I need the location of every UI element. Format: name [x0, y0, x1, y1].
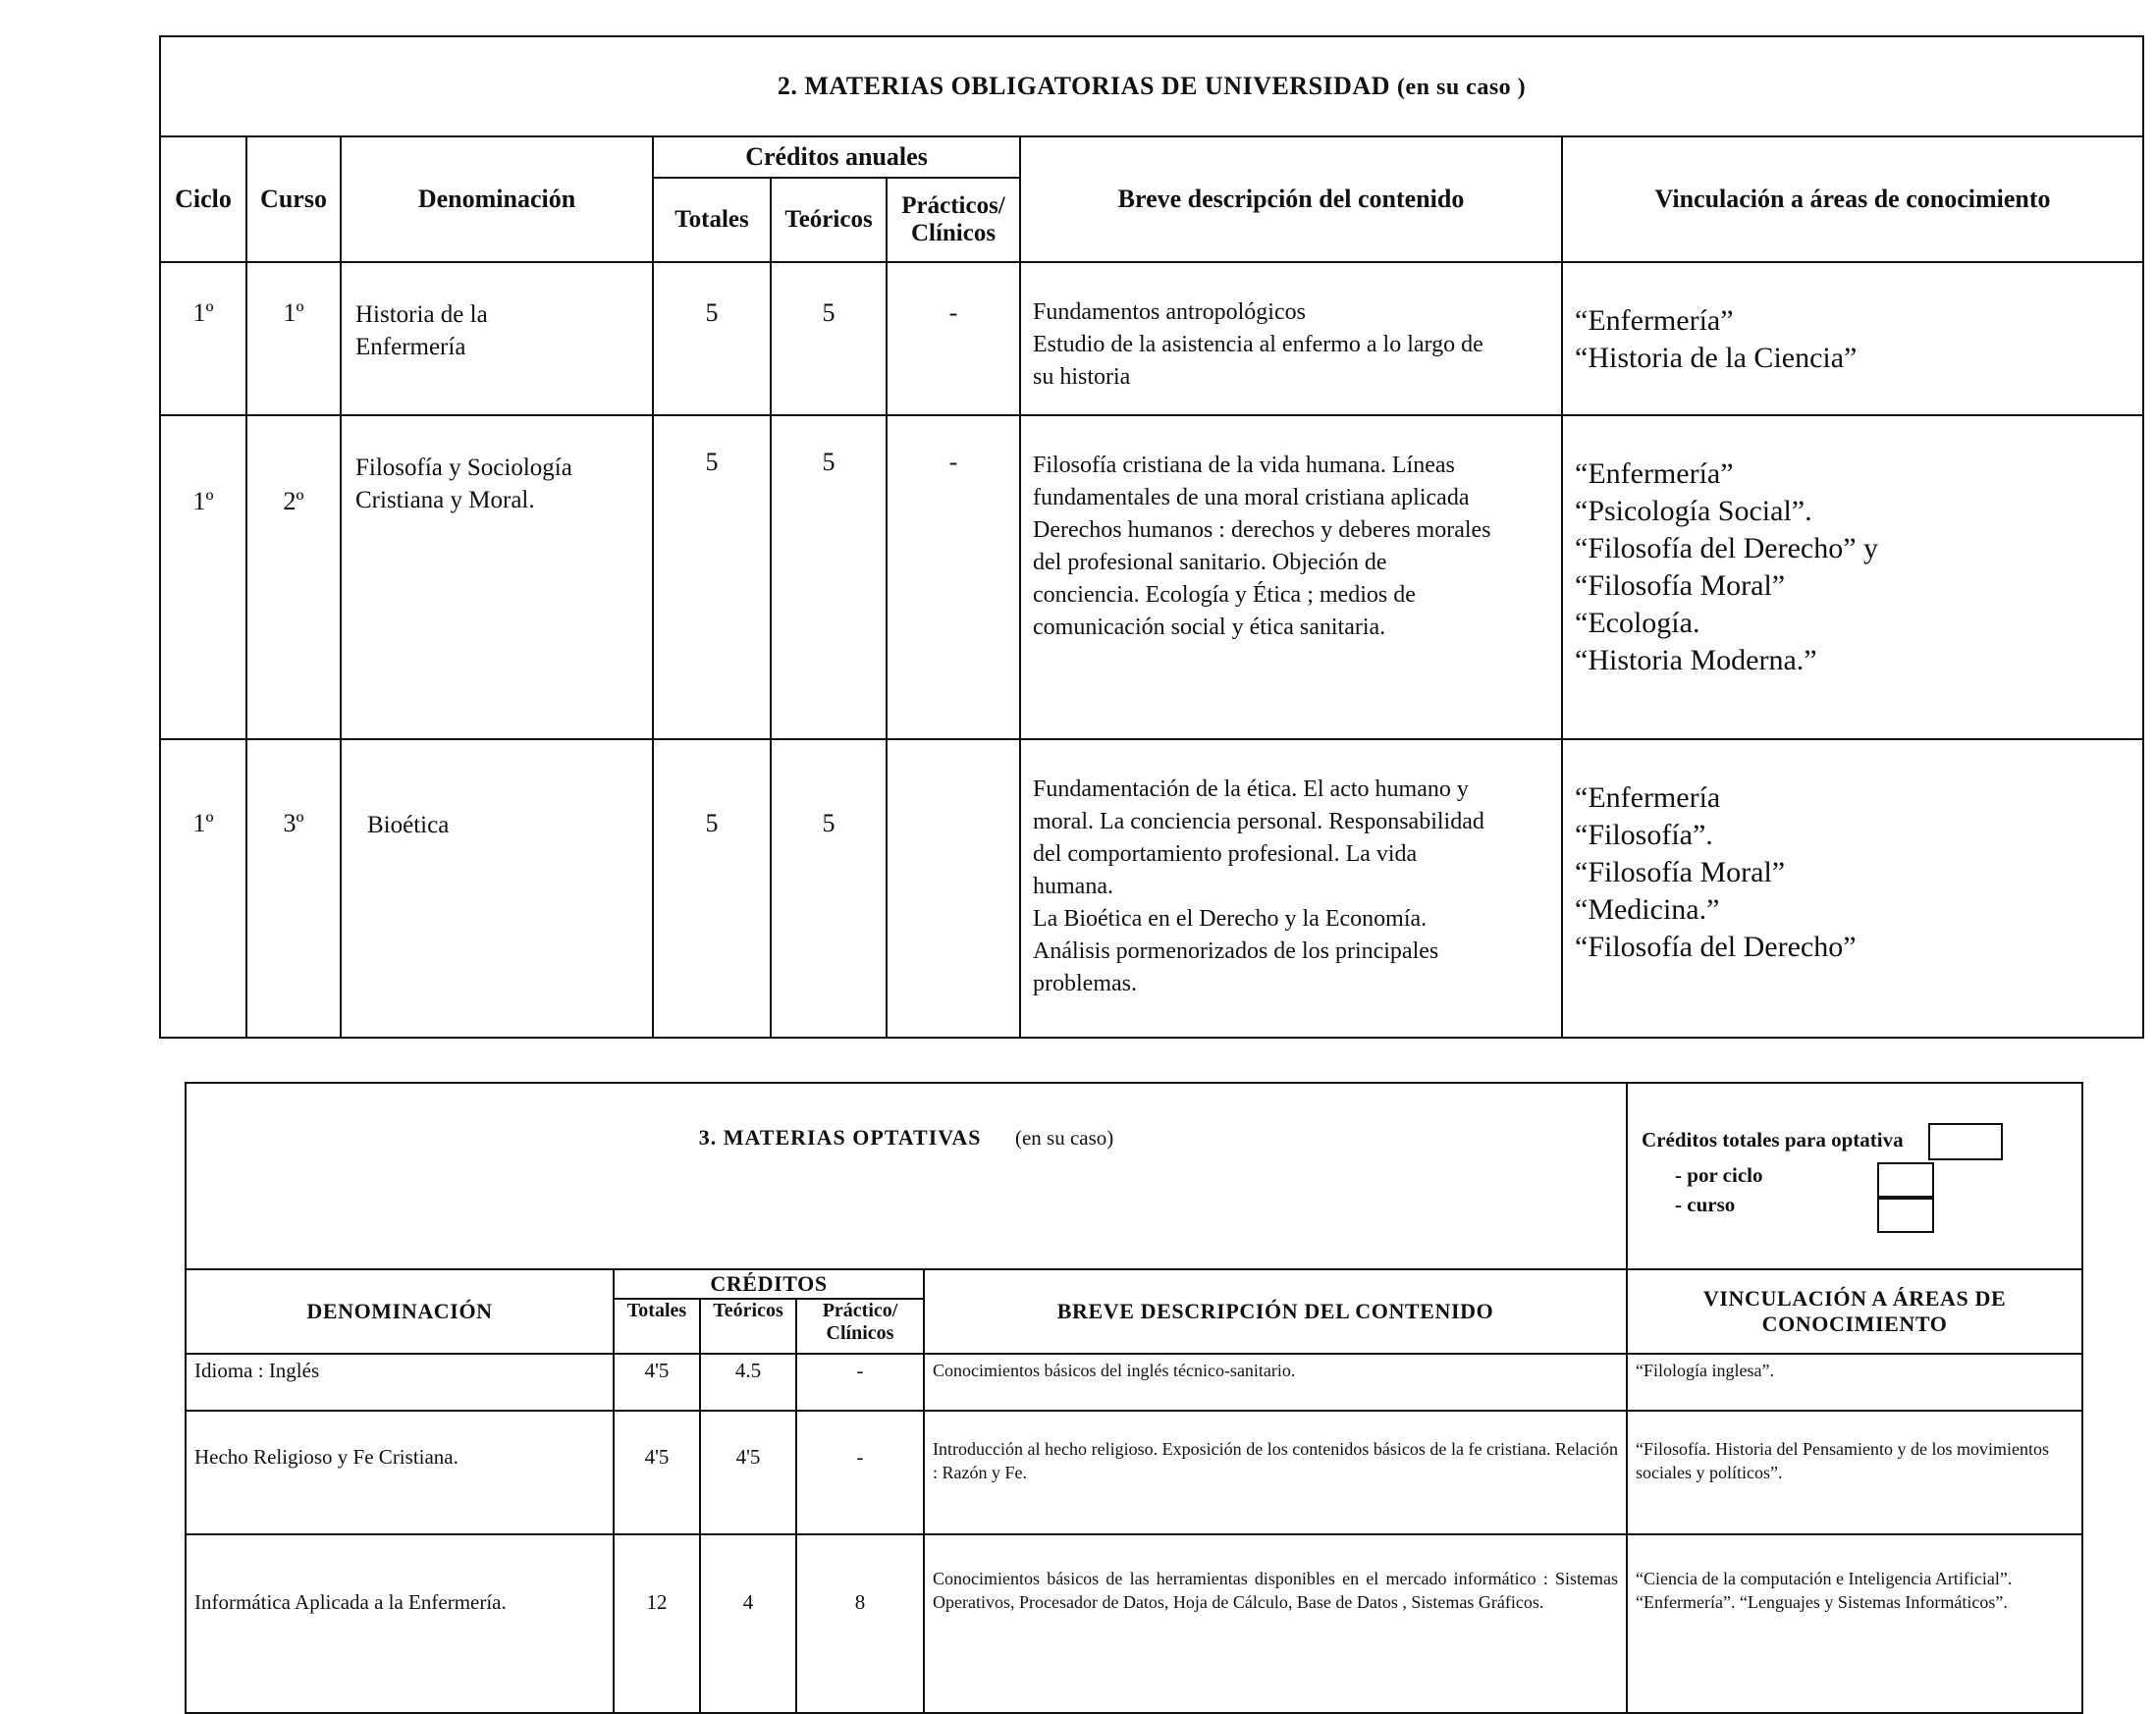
areas-cell: “Filosofía. Historia del Pensamiento y de los movimientos sociales y políticos”. — [1627, 1411, 2082, 1534]
denominacion-line: Bioética — [367, 812, 450, 838]
creditos-totales-label: Créditos totales para optativa — [1642, 1127, 1904, 1152]
teoricos-cell: 5 — [771, 262, 887, 415]
teoricos-cell: 5 — [771, 739, 887, 1038]
curso-input[interactable] — [1877, 1196, 1934, 1233]
descripcion-line: Análisis pormenorizados de los principales — [1033, 938, 1439, 964]
descripcion-line: moral. La conciencia personal. Responsabilidad — [1033, 809, 1484, 834]
descripcion-line: conciencia. Ecología y Ética ; medios de — [1033, 582, 1416, 608]
section3-title-text: 3. MATERIAS OPTATIVAS — [698, 1125, 982, 1150]
area-line: “Filosofía del Derecho” — [1575, 931, 1857, 963]
por-ciclo-row — [1642, 1160, 2081, 1190]
area-line: “Medicina.” — [1575, 893, 1720, 926]
header-practicos: Prácticos/ — [901, 192, 1005, 219]
header-curso: Curso — [246, 136, 341, 262]
header-vinculacion — [1627, 1269, 2082, 1354]
descripcion-line: Fundamentación de la ética. El acto humano y — [1033, 777, 1469, 802]
header-ciclo: Ciclo — [160, 136, 246, 262]
header-teoricos: Teóricos — [771, 178, 887, 262]
header-denominacion: DENOMINACIÓN — [186, 1269, 614, 1354]
practicos-cell — [887, 739, 1020, 1038]
denominacion-cell — [341, 415, 653, 739]
ciclo-cell: 1º — [160, 739, 246, 1038]
header-descripcion: Breve descripción del contenido — [1020, 136, 1562, 262]
header-creditos: CRÉDITOS — [614, 1269, 924, 1299]
teoricos-cell: 4.5 — [700, 1354, 796, 1411]
obligatorias-table — [159, 35, 2144, 1039]
area-line: “Filosofía Moral” — [1575, 856, 1786, 888]
practicos-cell: 8 — [796, 1534, 924, 1713]
descripcion-line: Fundamentos antropológicos — [1033, 299, 1306, 325]
table-row — [160, 262, 2143, 415]
descripcion-line: problemas. — [1033, 971, 1137, 996]
area-line: “Filosofía”. — [1575, 819, 1713, 851]
header-practico: Práctico/ — [822, 1300, 898, 1321]
descripcion-line: fundamentales de una moral cristiana aplicada — [1033, 485, 1470, 510]
denominacion-cell: Hecho Religioso y Fe Cristiana. — [186, 1411, 614, 1534]
header-vinculacion-line1: VINCULACIÓN A ÁREAS DE — [1702, 1286, 2007, 1311]
denominacion-line: Historia de la — [355, 301, 488, 328]
header-denominacion: Denominación — [341, 136, 653, 262]
area-line: “Enfermería” — [1575, 457, 1734, 490]
denominacion-cell: Idioma : Inglés — [186, 1354, 614, 1411]
denominacion-line: Cristiana y Moral. — [355, 487, 535, 513]
denominacion-line: Filosofía y Sociología — [355, 455, 572, 481]
areas-cell — [1562, 262, 2143, 415]
area-line: “Filosofía Moral” — [1575, 569, 1786, 602]
header-descripcion: BREVE DESCRIPCIÓN DEL CONTENIDO — [924, 1269, 1627, 1354]
table-row — [186, 1411, 2082, 1534]
por-ciclo-label: - por ciclo — [1675, 1163, 1763, 1187]
area-line: “Enfermería — [1575, 781, 1721, 814]
areas-cell — [1562, 739, 2143, 1038]
area-line: “Filosofía del Derecho” y — [1575, 532, 1879, 564]
area-line: “Historia Moderna.” — [1575, 644, 1817, 676]
header-totales: Totales — [653, 178, 771, 262]
totales-cell: 4'5 — [614, 1354, 700, 1411]
curso-cell: 1º — [246, 262, 341, 415]
descripcion-cell — [1020, 415, 1562, 739]
teoricos-cell: 4 — [700, 1534, 796, 1713]
practicos-cell: - — [887, 415, 1020, 739]
header-teoricos: Teóricos — [700, 1299, 796, 1354]
area-line: “Historia de la Ciencia” — [1575, 342, 1858, 374]
table-row — [186, 1534, 2082, 1713]
header-totales: Totales — [614, 1299, 700, 1354]
teoricos-cell: 5 — [771, 415, 887, 739]
optativas-table — [185, 1082, 2083, 1714]
table-row — [160, 739, 2143, 1038]
header-clinicos: Clínicos — [826, 1322, 894, 1344]
table-row — [186, 1354, 2082, 1411]
totales-cell: 12 — [614, 1534, 700, 1713]
totales-cell: 5 — [653, 415, 771, 739]
descripcion-cell — [1020, 262, 1562, 415]
descripcion-cell: Conocimientos básicos de las herramientas disponibles en el mercado informático : Sistemas Operativos, Procesador de Datos, Hoja de Cálculo, Base de Datos , Sistemas Gráficos. — [924, 1534, 1627, 1713]
curso-cell: 3º — [246, 739, 341, 1038]
ciclo-cell: 1º — [160, 415, 246, 739]
descripcion-line: Filosofía cristiana de la vida humana. Líneas — [1033, 453, 1455, 478]
descripcion-cell — [1020, 739, 1562, 1038]
denominacion-cell: Informática Aplicada a la Enfermería. — [186, 1534, 614, 1713]
creditos-totales-row — [1642, 1123, 2081, 1160]
descripcion-cell: Conocimientos básicos del inglés técnico-sanitario. — [924, 1354, 1627, 1411]
creditos-totales-input[interactable] — [1928, 1123, 2003, 1160]
practicos-cell: - — [796, 1354, 924, 1411]
totales-cell: 5 — [653, 262, 771, 415]
section2-title-text: 2. MATERIAS OBLIGATORIAS DE UNIVERSIDAD — [777, 72, 1390, 100]
descripcion-line: Derechos humanos : derechos y deberes morales — [1033, 517, 1491, 543]
descripcion-line: La Bioética en el Derecho y la Economía. — [1033, 906, 1428, 932]
totales-cell: 4'5 — [614, 1411, 700, 1534]
areas-cell: “Ciencia de la computación e Inteligencia Artificial”. “Enfermería”. “Lenguajes y Sistemas Informáticos”. — [1627, 1534, 2082, 1713]
header-vinculacion: Vinculación a áreas de conocimiento — [1562, 136, 2143, 262]
descripcion-line: comunicación social y ética sanitaria. — [1033, 615, 1386, 640]
header-practico-clinicos — [796, 1299, 924, 1354]
header-practicos-clinicos — [887, 178, 1020, 262]
totales-cell: 5 — [653, 739, 771, 1038]
descripcion-line: su historia — [1033, 364, 1131, 390]
area-line: “Psicología Social”. — [1575, 495, 1812, 527]
creditos-optativa-box — [1627, 1083, 2082, 1269]
header-clinicos: Clínicos — [910, 220, 997, 246]
curso-cell: 2º — [246, 415, 341, 739]
areas-cell: “Filología inglesa”. — [1627, 1354, 2082, 1411]
descripcion-line: humana. — [1033, 874, 1113, 899]
practicos-cell: - — [796, 1411, 924, 1534]
header-creditos-anuales: Créditos anuales — [653, 136, 1020, 178]
practicos-cell: - — [887, 262, 1020, 415]
ciclo-cell: 1º — [160, 262, 246, 415]
section2-title-suffix: (en su caso ) — [1397, 75, 1527, 100]
curso-row — [1642, 1190, 2081, 1219]
section3-title — [186, 1083, 1627, 1269]
descripcion-line: Estudio de la asistencia al enfermo a lo largo de — [1033, 332, 1483, 357]
curso-label: - curso — [1675, 1193, 1736, 1216]
descripcion-line: del profesional sanitario. Objeción de — [1033, 550, 1387, 575]
area-line: “Enfermería” — [1575, 304, 1734, 337]
table-row — [160, 415, 2143, 739]
section3-title-suffix: (en su caso) — [1014, 1126, 1114, 1150]
areas-cell — [1562, 415, 2143, 739]
section2-title — [160, 36, 2143, 136]
descripcion-line: del comportamiento profesional. La vida — [1033, 841, 1418, 867]
denominacion-cell — [341, 739, 653, 1038]
area-line: “Ecología. — [1575, 607, 1700, 639]
teoricos-cell: 4'5 — [700, 1411, 796, 1534]
denominacion-cell — [341, 262, 653, 415]
denominacion-line: Enfermería — [355, 334, 466, 360]
header-vinculacion-line2: CONOCIMIENTO — [1761, 1312, 1948, 1336]
descripcion-cell: Introducción al hecho religioso. Exposición de los contenidos básicos de la fe cristiana. Relación : Razón y Fe. — [924, 1411, 1627, 1534]
